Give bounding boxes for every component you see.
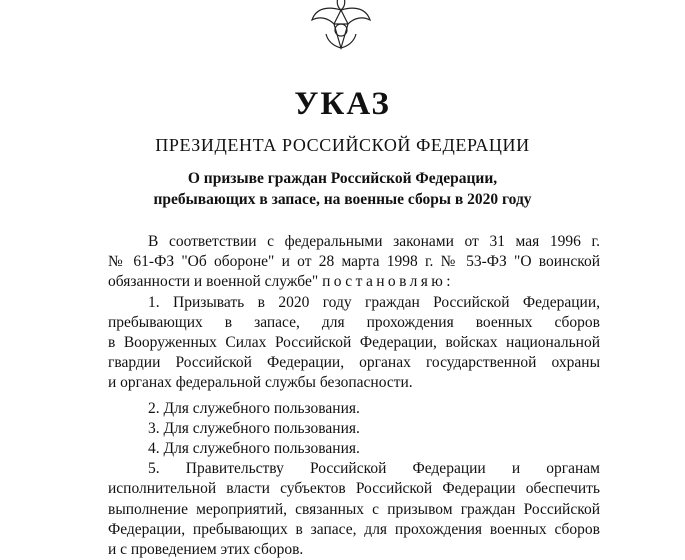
- item-2: 2. Для служебного пользования.: [148, 399, 360, 417]
- decree-title: [0, 168, 685, 210]
- item-5-line: Федерации, пребывающих в запасе, для прохождения военных сборов: [108, 520, 600, 538]
- item-5-line: выполнение мероприятий, связанных с призывом граждан Российской: [108, 500, 600, 518]
- item-3: 3. Для служебного пользования.: [148, 419, 360, 437]
- decree-title-line: пребывающих в запасе, на военные сборы в 2020 году: [153, 191, 532, 208]
- issuer-heading: ПРЕЗИДЕНТА РОССИЙСКОЙ ФЕДЕРАЦИИ: [155, 135, 530, 155]
- item-1-line: и органах федеральной службы безопасности.: [108, 374, 413, 392]
- decree-heading: УКАЗ: [294, 86, 391, 122]
- resolve-word: постановляю:: [322, 273, 454, 291]
- item-5-line: исполнительной власти субъектов Российской Федерации обеспечить: [108, 480, 600, 498]
- item-1-line: гвардии Российской Федерации, органах государственной охраны: [108, 354, 600, 372]
- decree-title-line: О призыве граждан Российской Федерации,: [187, 170, 498, 187]
- item-1-line: 1. Призывать в 2020 году граждан Российской Федерации,: [148, 293, 600, 311]
- item-5-line: и с проведением этих сборов.: [108, 541, 304, 559]
- preamble-line: [108, 272, 600, 292]
- decree-body: [108, 232, 600, 560]
- item-1-line: пребывающих в запасе, для прохождения военных сборов: [108, 313, 600, 331]
- double-headed-eagle-icon: [306, 0, 376, 56]
- preamble-line: № 61-ФЗ "Об обороне" и от 28 марта 1998 г. № 53-ФЗ "О воинской: [108, 253, 600, 271]
- item-1-line: в Вооруженных Силах Российской Федерации, войсках национальной: [108, 334, 600, 352]
- preamble-line: В соответствии с федеральными законами от 31 мая 1996 г.: [148, 233, 600, 250]
- preamble-text: обязанности и военной службе": [108, 273, 319, 291]
- item-4: 4. Для служебного пользования.: [148, 440, 360, 458]
- item-5-line: 5. Правительству Российской Федерации и органам: [148, 460, 600, 478]
